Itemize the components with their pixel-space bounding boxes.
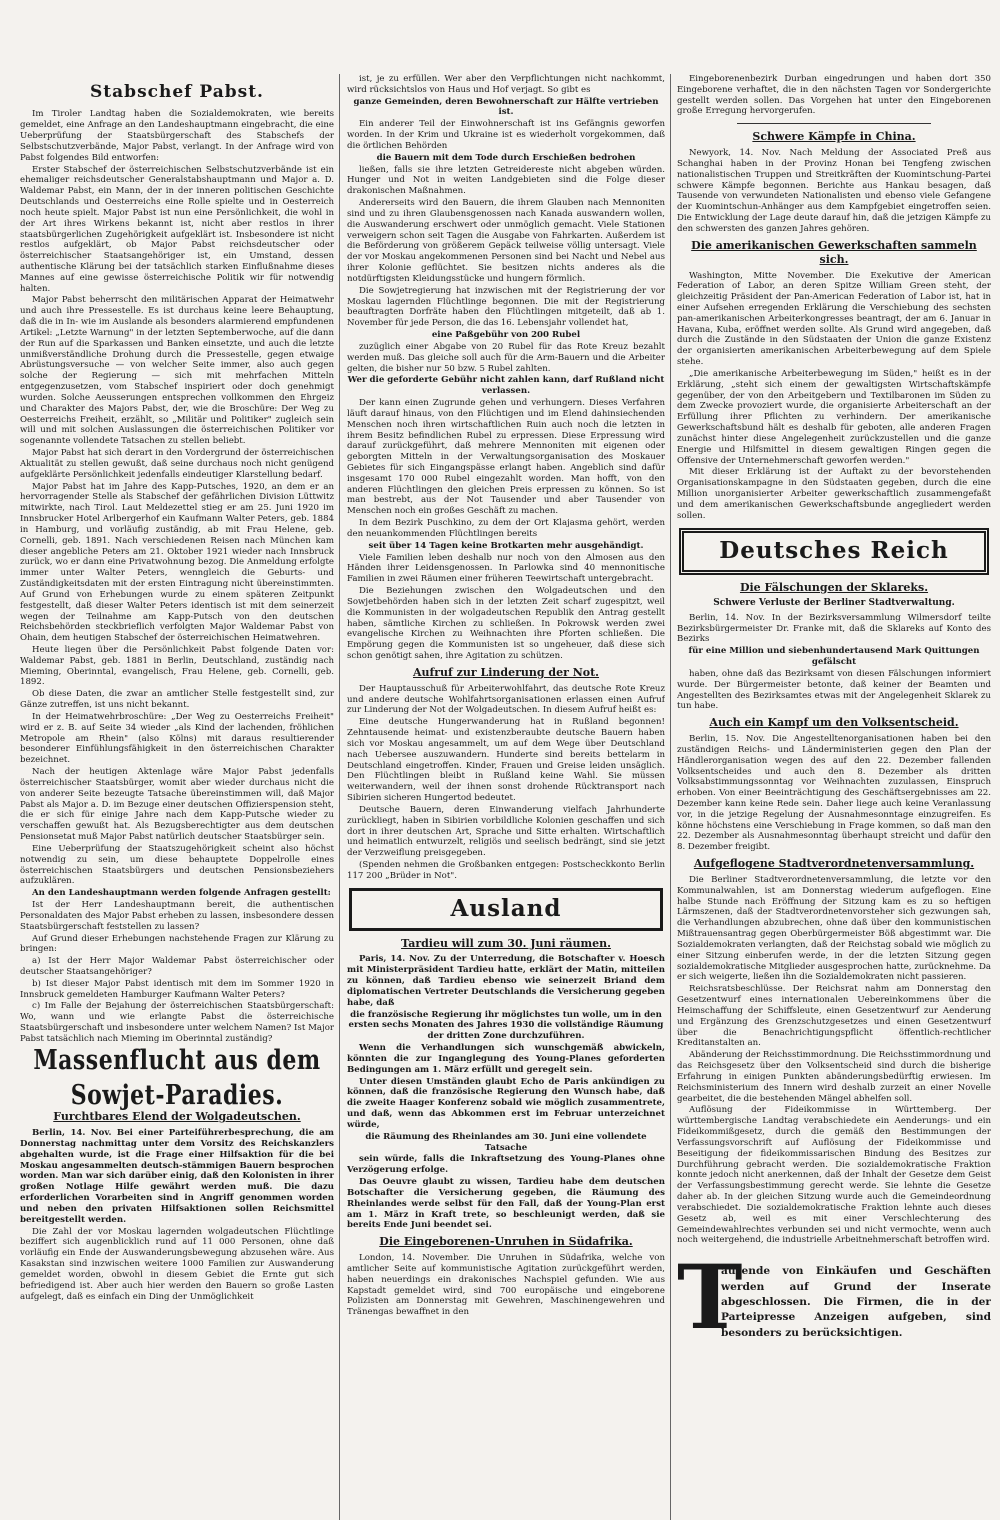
highlight: eine Paßgebühr von 200 Rubel [431,330,581,341]
ad-initial: T [677,1245,743,1350]
paragraph: haben, ohne daß das Bezirksamt von diesen Fälschungen informiert wurde. Der Bürgermeister betonte, daß keiner der Beamten und Angestellten des Bezirksamtes etwas mit der Angelegenheit Sklarek zu tun habe. [677,668,991,712]
paragraph: Wenn die Verhandlungen sich wunschgemäß abwickeln, könnten die zur Inganglegung des Young-Planes geforderten Bedingungen am 1. März erfüllt und geregelt sein. [347,1043,665,1075]
paragraph: Im Tiroler Landtag haben die Sozialdemokraten, wie bereits gemeldet, eine Anfrage an den Landeshauptmann eingebracht, die eine Ueberprüfung der Staatsbürgerschaft des Stabschefs der Selbstschutzverbände, Major Pabst, verlangt. In der Anfrage wird von Pabst folgendes Bild entworfen: [20,109,334,163]
paragraph: Auflösung der Fideikommisse in Württemberg. Der württembergische Landtag verabschiedete ein Aenderungs- und ein Fideikommißgesetz, durch die gemäß den Bestimmungen der Verfassungsvorschrift auf Auflösung der Fideikommisse und Beseitigung der fideikommissarischen Bindung des Besitzes zur Durchführung gebracht werden. Die sozialdemokratische Fraktion konnte jedoch nicht anerkennen, daß der Inhalt der Gesetze dem Geist der Verfassungsbestimmung gerecht werde. Sie lehnte die Gesetze daher ab. In der gleichen Sitzung wurde auch die Gemeindeordnung verabschiedet. Die sozialdemokratische Fraktion lehnte auch dieses Gesetz ab, weil es mit einer Verschlechterung des Gemeindewahlrechtes verbunden sei und nicht vermochte, wenn auch noch weitergehend, die industrielle Arbeitnehmerschaft betroffen wird. [677,1105,991,1246]
column-3 [677,74,991,1520]
paragraph: Eingeborenenbezirk Durban eingedrungen und haben dort 350 Eingeborene verhaftet, die in den nächsten Tagen vor Sondergerichte gestellt werden sollen. Das Vorgehen hat unter den Eingeborenen große Erregung hervorgerufen. [677,74,991,117]
paragraph: Nach der heutigen Aktenlage wäre Major Pabst jedenfalls österreichischer Staatsbürger, womit aber wieder durchaus nicht die von anderer Seite bezeugte Tatsache übereinstimmen will, daß Major Pabst als Major a. D. im Bezuge einer deutschen Offizierspension steht, die er sich für einige Jahre nach dem Kapp-Putsche wieder zu verschaffen gewußt hat. Als Bezugsberechtigter aus dem deutschen Pensionsetat muß Major Pabst natürlich deutscher Staatsbürger sein. [20,767,334,843]
column-divider [670,74,671,1520]
paragraph: London, 14. November. Die Unruhen in Südafrika, welche von amtlicher Seite auf kommunistische Agitation zurückgeführt werden, haben neuerdings ein drakonisches Nachspiel gefunden. Wie aus Kapstadt gemeldet wird, sind 700 europäische und eingeborene Polizisten am Donnerstag mit Gewehren, Maschinengewehren und Tränengas bewaffnet in den [347,1253,665,1318]
paragraph: Abänderung der Reichsstimmordnung. Die Reichsstimmordnung und das Reichsgesetz über den Volksentscheid sind durch die bisherige Erfahrung in einigen Punkten abänderungsbedürftig erwiesen. Im Reichsministerium des Innern wird deshalb zurzeit an einer Novelle gearbeitet, die die bestehenden Mängel abhelfen soll. [677,1050,991,1104]
article-subheadline: Die Fälschungen der Sklareks. [739,580,929,594]
paragraph: Eine deutsche Hungerwanderung hat in Rußland begonnen! Zehntausende heimat- und existenzberaubte deutsche Bauern haben sich vor Moskau angesammelt, um auf dem Wege über Deutschland nach Uebersee auszuwandern. Hunderte sind bereits bettelarm in Deutschland eingetroffen. Kinder, Frauen und Greise leiden unsäglich. Den Flüchtlingen bleibt in Rußland keine Wahl. Sie müssen weiterwandern, weil der ihnen sonst drohende Rücktransport nach Sibirien sicheren Hungertod bedeutet. [347,717,665,804]
paragraph: Paris, 14. Nov. Zu der Unterredung, die Botschafter v. Hoesch mit Ministerpräsident Tardieu hatte, erklärt der Matin, mitteilen zu können, daß Tardieu ebenso wie seinerzeit Briand dem diplomatischen Vertreter Deutschlands die Versicherung gegeben habe, daß [347,954,665,1008]
paragraph: ließen, falls sie ihre letzten Getreidereste nicht abgeben würden. Hunger und Not in weiten Landgebieten sind die Folge dieser drakonischen Maßnahmen. [347,164,665,197]
paragraph: Washington, Mitte November. Die Exekutive der American Federation of Labor, an deren Spitze William Green steht, der gleichzeitig Präsident der Pan-American Federation of Labor ist, hat in einer Aufsehen erregenden Erklärung die Verschiebung des sechsten pan-amerikanischen Arbeiterkongresses beantragt, der am 6. Januar in Havana, Kuba, eröffnet werden sollte. Als Grund wird angegeben, daß durch die Zustände in den Südstaaten der Union die ganze Existenz der organisierten amerikanischen Arbeiterbewegung auf dem Spiele stehe. [677,270,991,368]
article-subheadline: Aufgeflogene Stadtverordnetenversammlung. [693,857,975,871]
article-subheadline: Tardieu will zum 30. Juni räumen. [401,936,611,950]
highlight: die Bauern mit dem Tode durch Erschießen bedrohen [376,152,636,163]
section-box-title: Ausland [349,888,663,931]
paragraph: Mit dieser Erklärung ist der Auftakt zu der bevorstehenden Organisationskampagne in den Südstaaten gegeben, durch die eine Million unorganisierter Arbeiter gewerkschaftlich zusammengefaßt und dem amerikanischen Gewerkschaftsbunde angegliedert werden sollen. [677,467,991,521]
paragraph: sein würde, falls die Inkraftsetzung des Young-Planes ohne Verzögerung erfolge. [347,1154,665,1176]
column-1 [20,74,334,1520]
article-headline: Massenflucht aus dem Sowjet-Paradies. [33,1043,321,1112]
paragraph: Eine Ueberprüfung der Staatszugehörigkeit scheint also höchst notwendig zu sein, um diese behauptete Doppelrolle eines österreichischen Staatsbürgers und deutschen Pensionsbeziehers aufzuklären. [20,843,334,887]
section-box-title: Deutsches Reich [679,528,989,575]
paragraph: Newyork, 14. Nov. Nach Meldung der Associated Preß aus Schanghai haben in der Provinz Honan bei Tengfeng zwischen nationalistischen Truppen und Streitkräften der Kuomintschung-Partei schwere Kämpfe begonnen. Berichte aus Hankau besagen, daß Tausende von verwundeten Nationalisten und ebenso viele Gefangene der Kuomintschun-Anhänger aus dem Kampfgebiet eingetroffen seien. Die Entwicklung der Lage deute darauf hin, daß die jetzigen Kämpfe zu den schwersten des ganzen Jahres gehören. [677,148,991,234]
paragraph: An den Landeshauptmann werden folgende Anfragen gestellt: [32,888,331,899]
paragraph: In dem Bezirk Puschkino, zu dem der Ort Klajasma gehört, werden den neuankommenden Flüchtlingen bereits [347,518,665,539]
question-2a: a) Ist der Herr Major Waldemar Pabst österreichischer oder deutscher Staatsangehöriger? [20,956,334,977]
paragraph: In der Heimatwehrbroschüre: „Der Weg zu Oesterreichs Freiheit" wird er z. B. auf Seite 34 wieder „als Kind der lachenden, fröhlichen Metropole am Rhein" (also Kölns) mit daraus resultierender besonderer Einfühlungsfähigkeit in den österreichischen Charakter bezeichnet. [20,711,334,766]
paragraph: Major Pabst hat im Jahre des Kapp-Putsches, 1920, an dem er an hervorragender Stelle als Stabschef der gefährlichen Division Lüttwitz mitwirkte, nach Tirol. Laut Meldezettel stieg er am 25. Juni 1920 im Innsbrucker Hotel Arlbergerhof ein Kaufmann Walter Peters, geb. 1884 in Hamburg, und vorläufig zuständig, ab mit Frau Helene, geb. Cornelli, geb. 1891. Nach verschiedenen Reisen nach München kam dieser angebliche Peters am 21. Oktober 1921 wieder nach Innsbruck zurück, wo er dann eine Privatwohnung bezog. Die Anmeldung erfolgte immer unter Walter Peters, wenngleich die Geburts- und Zuständigkeitsdaten mit der ersten Eintragung nicht übereinstimmten. Auf Grund von Erhebungen wurde zu einem späteren Zeitpunkt festgestellt, daß dieser Walter Peters identisch ist mit dem seinerzeit wegen der Teilnahme am Kapp-Putsch von den deutschen Reichsbehörden steckbrieflich verfolgten Major Waldemar Pabst von Ohain, dem heutigen Stabschef der österreichischen Heimatwehren. [20,481,334,644]
article-subheadline: Aufruf zur Linderung der Not. [412,665,600,679]
paragraph: Die Sowjetregierung hat inzwischen mit der Registrierung der vor Moskau lagernden Flüchtlinge begonnen. Die mit der Registrierung beauftragten Dorfräte haben den Flüchtlingen mitgeteilt, daß ab 1. November für jede Person, die das 16. Lebensjahr vollendet hat, [347,285,665,329]
paragraph: Berlin, 15. Nov. Die Angestelltenorganisationen haben bei den zuständigen Reichs- und Länderministerien gegen den Plan der Händlerorganisation wegen des auf den 22. Dezember fallenden Volksentscheides und auch den 8. Dezember als dritten Volksabstimmungssonntag vor Weihnachten zuzulassen, Einspruch erhoben. Von einer Beeinträchtigung des Geschäftsergebnisses am 22. Dezember kann keine Rede sein. Daher liege auch keine Veranlassung vor, in die jetzige Regelung der Ausnahmesonntage einzugreifen. Es könne höchstens eine Verschiebung in Frage kommen, so daß man den 22. Dezember als Ausnahmesonntag überhaupt streicht und dafür den 8. Dezember freigibt. [677,734,991,853]
divider [737,123,931,124]
question-2c: c) Im Falle der Bejahung der österreichischen Staatsbürgerschaft: Wo, wann und wie erlangte Pabst die österreichische Staatsbürgerschaft und insbesondere unter welchem Namen? Ist Major Pabst tatsächlich nach Mieming im Oberinntal zuständig? [20,1001,334,1044]
paragraph: Erster Stabschef der österreichischen Selbstschutzverbände ist ein ehemaliger reichsdeutscher Generalstabshauptmann und Major a. D. Waldemar Pabst, ein Mann, der in der inneren politischen Geschichte Deutschlands und Oesterreichs eine Rolle spielte und in Oesterreich noch heute spielt. Major Pabst ist nun eine Persönlichkeit, die wohl in der Art ihres Wirkens bekannt ist, nicht aber restlos in ihrer staatsbürgerlichen Zugehörigkeit aufgeklärt ist. Insbesondere ist nicht restlos aufgeklärt, ob Major Pabst reichsdeutscher oder österreichischer Staatsangehöriger ist, ein Umstand, dessen authentische Klärung bei der tatsächlich starken Einflußnahme dieses Mannes auf eine gewisse österreichische Politik wir für notwendig halten. [20,164,334,294]
paragraph: Heute liegen über die Persönlichkeit Pabst folgende Daten vor: Waldemar Pabst, geb. 1881 in Berlin, Deutschland, zuständig nach Mieming, Oberinntal, evangelisch, Frau Helene, geb. Cornelli, geb. 1892. [20,644,334,688]
article-subheadline: Schwere Verluste der Berliner Stadtverwaltung. [713,598,955,609]
ad-text: ausende von Einkäufen und Geschäften werden auf Grund der Inserate abgeschlossen. Die Firmen, die in der Parteipresse Anzeigen aufgeben, sind besonders zu berücksichtigen. [721,1265,991,1339]
column-divider [339,74,340,1520]
paragraph: Berlin, 14. Nov. Bei einer Parteiführerbesprechung, die am Donnerstag nachmittag unter dem Vorsitz des Reichskanzlers abgehalten wurde, ist die Frage einer Hilfsaktion für die bei Moskau angesammelten deutsch-stämmigen Bauern besprochen worden. Man war sich darüber einig, daß den Kolonisten in ihrer großen Notlage Hilfe gewährt werden muß. Die dazu erforderlichen Vorarbeiten sind in Angriff genommen worden und neben den privaten Hilfsaktionen sollen Reichsmittel bereitgestellt werden. [20,1128,334,1225]
highlight: seit über 14 Tagen keine Brotkarten mehr ausgehändigt. [368,540,644,551]
paragraph: Unter diesen Umständen glaubt Echo de Paris ankündigen zu können, daß die französische Regierung den Wunsch habe, daß die zweite Haager Konferenz sobald wie möglich zusammentrete, und daß, wenn das Abkommen erst im Februar unterzeichnet würde, [347,1076,665,1130]
question-2: Auf Grund dieser Erhebungen nachstehende Fragen zur Klärung zu bringen: [20,933,334,955]
paragraph: Die Berliner Stadtverordnetenversammlung, die letzte vor den Kommunalwahlen, ist am Donnerstag wiederum aufgeflogen. Eine halbe Stunde nach Eröffnung der Sitzung kam es zu so heftigen Lärmszenen, daß der Stadtverordnetenvorsteher sich gezwungen sah, die Verhandlungen abzubrechen, ohne daß über den kommunistischen Mißtrauensantrag gegen Oberbürgermeister Böß abgestimmt war. Die Sozialdemokraten verlangten, daß der Reichstag sobald wie möglich zu einer Sitzung einberufen werde, in der die letzten Sitzung gegen sozialdemokratische Mitglieder ausgesprochen hatte, zurücknehme. Da er sich weigerte, ließen ihn die Sozialdemokraten nicht passieren. [677,875,991,983]
paragraph: Die Beziehungen zwischen den Wolgadeutschen und den Sowjetbehörden haben sich in der letzten Zeit scharf zugespitzt, weil die Kommunisten in der wolgadeutschen Republik den Antrag gestellt haben, sämtliche Kirchen zu schließen. In Pokrowsk werden zwei evangelische Kirchen zu Weihnachten ihre Pforten schließen. Die Empörung gegen die Kommunisten ist so ungeheuer, daß diese sich schon genötigt sahen, ihre Agitation zu schützen. [347,586,665,662]
article-subheadline: Auch ein Kampf um den Volksentscheid. [709,716,959,730]
article-subheadline: Die Eingeborenen-Unruhen in Südafrika. [379,1235,633,1249]
paragraph: Major Pabst hat sich derart in den Vordergrund der österreichischen Aktualität zu stellen gewußt, daß seine durchaus noch nicht genügend aufgeklärte Persönlichkeit jedenfalls eindeutiger Klarstellung bedarf. [20,448,334,480]
paragraph: „Die amerikanische Arbeiterbewegung im Süden," heißt es in der Erklärung, „steht sich einem der gewaltigsten Wirtschaftskämpfe gegenüber, der von den Arbeitgebern und Textilbaronen im Süden zu dem Zwecke provoziert wurde, die organisierte Arbeiterschaft an der Erfüllung ihrer Pflichten zu verhindern. Der amerikanische Gewerkschaftsbund hält es deshalb für geboten, alle anderen Fragen zunächst hinter diese Angelegenheit zurückzustellen und die ganze Energie und Hilfsmittel in diesem gewaltigen Ringen gegen die Offensive der Unternehmerschaft geworfen werden." [677,368,991,466]
column-2 [347,74,665,1520]
question-1: Ist der Herr Landeshauptmann bereit, die authentischen Personaldaten des Major Pabst erheben zu lassen, insbesondere dessen Staatsbürgerschaft feststellen zu lassen? [20,900,334,932]
paragraph: Der Hauptausschuß für Arbeiterwohlfahrt, das deutsche Rote Kreuz und andere deutsche Wohlfahrtsorganisationen erlassen einen Aufruf zur Linderung der Not der Wolgadeutschen. In diesem Aufruf heißt es: [347,683,665,716]
highlight: die französische Regierung ihr möglichstes tun wolle, um in den ersten sechs Monaten des Jahres 1930 die vollständige Räumung der dritten Zone durchzuführen. [348,1009,664,1042]
article-subheadline: Die amerikanischen Gewerkschaften sammeln sich. [691,238,977,266]
paragraph: Andererseits wird den Bauern, die ihrem Glauben nach Mennoniten sind und zu ihren Glaubensgenossen nach Kanada auswandern wollen, die Auswanderung erschwert oder unmöglich gemacht. Viele Stationen verweigern schon seit Tagen die Ausgabe von Fahrkarten. Außerdem ist die Beförderung von größerem Gepäck teilweise völlig untersagt. Viele der vor Moskau angekommenen Personen sind bei Nacht und Nebel aus ihrer Kolonie geflüchtet. Sie besitzen nichts anderes als die notdürftigsten Kleidungsstücke und hungern förmlich. [347,198,665,284]
paragraph: Ob diese Daten, die zwar an amtlicher Stelle festgestellt sind, zur Gänze zutreffen, ist uns nicht bekannt. [20,689,334,711]
paragraph: Reichsratsbeschlüsse. Der Reichsrat nahm am Donnerstag den Gesetzentwurf eines internationalen Uebereinkommens über die Heimschaffung der Schiffsleute, einen Gesetzentwurf zur Aenderung und Ergänzung des Grenzschutzgesetzes und einen Gesetzentwurf über die Benachrichtigungspflicht öffentlich-rechtlicher Kreditanstalten an. [677,984,991,1049]
article-subheadline: Furchtbares Elend der Wolgadeutschen. [53,1110,301,1124]
paragraph: Deutsche Bauern, deren Einwanderung vielfach Jahrhunderte zurückliegt, haben in Sibirien vorbildliche Kolonien geschaffen und sich dort in ihrer deutschen Art, Sprache und Sitte erhalten. Wirtschaftlich und heimatlich entwurzelt, religiös und seelisch bedrängt, sind sie jetzt der Verzweiflung preisgegeben. [347,804,665,859]
paragraph: Viele Familien leben deshalb nur noch von den Almosen aus den Händen ihrer Leidensgenossen. In Parlowka sind 40 mennonitische Familien in zwei Räumen einer früheren Teewirtschaft untergebracht. [347,552,665,585]
paragraph: Berlin, 14. Nov. In der Bezirksversammlung Wilmersdorf teilte Bezirksbürgermeister Dr. Franke mit, daß die Sklareks auf Konto des Bezirks [677,612,991,645]
question-2b: b) Ist dieser Major Pabst identisch mit dem im Sommer 1920 in Innsbruck gemeldeten Hamburger Kaufmann Walter Peters? [20,978,334,1000]
paragraph: Die Zahl der vor Moskau lagernden wolgadeutschen Flüchtlinge beziffert sich augenblicklich rund auf 11 000 Personen, ohne daß vorläufig ein Ende der Auswanderungsbewegung abzusehen wäre. Aus Kasakstan sind inzwischen weitere 1000 Familien zur Auswanderung gemeldet worden, obwohl in diesem Gebiet die Ernte gut sich befriedigend ist. Aber auch hier werden den Bauern so große Lasten aufgelegt, daß es einfach ein Ding der Unmöglichkeit [20,1226,334,1302]
highlight: für eine Million und siebenhundertausend Mark Quittungen gefälscht [688,646,980,668]
paragraph: Das Oeuvre glaubt zu wissen, Tardieu habe dem deutschen Botschafter die Versicherung gegeben, die Räumung des Rheinlandes werde selbst für den Fall, daß der Young-Plan erst am 1. März in Kraft trete, so beschleunigt werden, daß sie bereits Ende Juni beendet sei. [347,1177,665,1231]
highlight: Wer die geforderte Gebühr nicht zahlen kann, darf Rußland nicht verlassen. [347,375,665,397]
highlight: ganze Gemeinden, deren Bewohnerschaft zur Hälfte vertrieben ist. [353,96,659,118]
article-subheadline: Schwere Kämpfe in China. [752,130,916,144]
paragraph: Ein anderer Teil der Einwohnerschaft ist ins Gefängnis geworfen worden. In der Krim und Ukraine ist es wiederholt vorgekommen, daß die örtlichen Behörden [347,119,665,151]
paragraph: Major Pabst beherrscht den militärischen Apparat der Heimatwehr und auch ihre Pressestelle. Es ist durchaus keine leere Behauptung, daß die in In- wie im Auslande als besonders alarmierend empfundenen Artikel: „Letzte Warnung" in der letzten Septemberwoche, auf die dann der Run auf die Sparkassen und Banken einsetzte, und auch die letzte unmißverständliche Drohung durch die Pressestelle, gegen etwaige Abrüstungsversuche — von welcher Seite immer, also auch gegen solche der Regierung — sich mit mehrfachen Mitteln entgegenzusetzen, vom Stabschef inspiriert oder doch genehmigt wurden. Solche Aeusserungen entsprechen vollkommen den Ehrgeiz und Charakter des Majors Pabst, der, wie die Broschüre: Der Weg zu Oesterreichs Freiheit, erzählt, so „Militär und Politiker" zugleich sein will und mit solchen Auslassungen die österreichischen Politiker vor sogenannte vollendete Tatsachen zu stellen beliebt. [20,295,334,447]
advertisement [677,1245,991,1350]
paragraph: ist, je zu erfüllen. Wer aber den Verpflichtungen nicht nachkommt, wird rücksichtslos von Haus und Hof verjagt. So gibt es [347,74,665,95]
paragraph: (Spenden nehmen die Großbanken entgegen: Postscheckkonto Berlin 117 200 „Brüder in Not". [347,860,665,881]
article-headline: Stabschef Pabst. [90,82,264,102]
paragraph: zuzüglich einer Abgabe von 20 Rubel für das Rote Kreuz bezahlt werden muß. Das gleiche soll auch für die Arm-Bauern und die Arbeiter gelten, die bisher nur 50 bzw. 5 Rubel zahlten. [347,341,665,374]
paragraph: Der kann einen Zugrunde gehen und verhungern. Dieses Verfahren läuft darauf hinaus, von den Flüchtigen und im Elend dahinsiechenden Menschen noch ihren wirtschaftlichen Ruin auch noch die letzten in ihrem Besitz befindlichen Rubel zu erpressen. Diese Erpressung wird darauf zurückgeführt, daß mehrere Mennoniten mit eigenen oder geborgten Mitteln in der Verwaltungsorganisation des Moskauer Gebietes für sich Eingangspässe erlangt haben. Angeblich sind dafür insgesamt 170 000 Rubel eingezahlt worden. Man hofft, von den anderen Flüchtlingen den gleichen Preis erpressen zu können. So ist man bestrebt, aus der Not Tausender und aber Tausender von Menschen noch ein großes Geschäft zu machen. [347,398,665,517]
highlight: die Räumung des Rheinlandes am 30. Juni eine vollendete Tatsache [365,1131,647,1153]
